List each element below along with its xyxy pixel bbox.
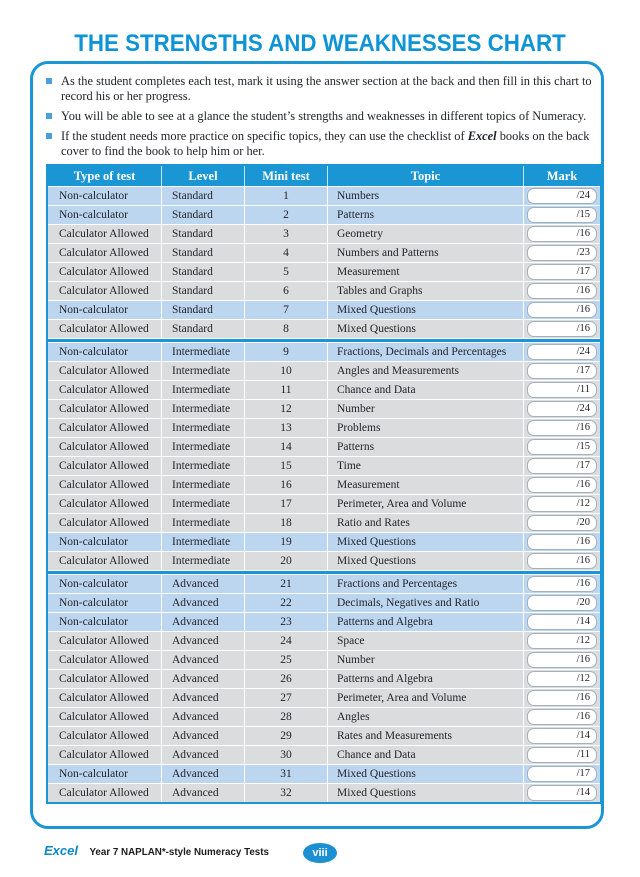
cell-topic: Space bbox=[328, 632, 524, 650]
cell-level: Advanced bbox=[162, 613, 245, 631]
mark-input-box[interactable]: /16 bbox=[527, 477, 597, 493]
mark-input-box[interactable]: /11 bbox=[527, 747, 597, 763]
cell-mark bbox=[524, 613, 600, 631]
cell-level: Advanced bbox=[162, 746, 245, 764]
cell-level: Advanced bbox=[162, 632, 245, 650]
cell-type-of-test: Calculator Allowed bbox=[48, 746, 162, 764]
cell-level: Advanced bbox=[162, 727, 245, 745]
cell-type-of-test: Calculator Allowed bbox=[48, 632, 162, 650]
cell-mark bbox=[524, 575, 600, 593]
cell-type-of-test: Calculator Allowed bbox=[48, 438, 162, 456]
cell-type-of-test: Calculator Allowed bbox=[48, 381, 162, 399]
cell-topic: Patterns and Algebra bbox=[328, 613, 524, 631]
bullet-text: If the student needs more practice on specific topics, they can use the checklist of Excel books on the back cover to find the book to help him or her. bbox=[61, 129, 590, 158]
cell-mark bbox=[524, 514, 600, 532]
cell-level: Intermediate bbox=[162, 552, 245, 570]
instruction-bullet bbox=[46, 109, 592, 124]
cell-level: Advanced bbox=[162, 708, 245, 726]
cell-mark bbox=[524, 689, 600, 707]
cell-mini-test: 7 bbox=[245, 301, 328, 319]
cell-topic: Chance and Data bbox=[328, 746, 524, 764]
cell-mini-test: 3 bbox=[245, 225, 328, 243]
cell-mark bbox=[524, 381, 600, 399]
cell-mark bbox=[524, 343, 600, 361]
cell-type-of-test: Calculator Allowed bbox=[48, 514, 162, 532]
table-row bbox=[48, 574, 600, 593]
cell-level: Intermediate bbox=[162, 419, 245, 437]
cell-type-of-test: Calculator Allowed bbox=[48, 727, 162, 745]
cell-mini-test: 19 bbox=[245, 533, 328, 551]
cell-type-of-test: Non-calculator bbox=[48, 533, 162, 551]
cell-mini-test: 28 bbox=[245, 708, 328, 726]
table-header-row bbox=[48, 166, 600, 186]
cell-mark bbox=[524, 225, 600, 243]
cell-mini-test: 16 bbox=[245, 476, 328, 494]
bullet-list bbox=[46, 74, 592, 159]
mark-input-box[interactable]: /16 bbox=[527, 576, 597, 592]
cell-mark bbox=[524, 400, 600, 418]
cell-topic: Number bbox=[328, 400, 524, 418]
cell-mark bbox=[524, 476, 600, 494]
mark-input-box[interactable]: /24 bbox=[527, 344, 597, 360]
cell-mini-test: 18 bbox=[245, 514, 328, 532]
cell-mini-test: 14 bbox=[245, 438, 328, 456]
table-row bbox=[48, 593, 600, 612]
cell-mini-test: 24 bbox=[245, 632, 328, 650]
cell-type-of-test: Non-calculator bbox=[48, 206, 162, 224]
cell-level: Intermediate bbox=[162, 438, 245, 456]
cell-topic: Perimeter, Area and Volume bbox=[328, 689, 524, 707]
column-header-mini-test: Mini test bbox=[245, 166, 328, 186]
table-row bbox=[48, 650, 600, 669]
cell-topic: Perimeter, Area and Volume bbox=[328, 495, 524, 513]
table-row bbox=[48, 437, 600, 456]
mark-input-box[interactable]: /15 bbox=[527, 439, 597, 455]
mark-input-box[interactable]: /16 bbox=[527, 553, 597, 569]
cell-mini-test: 27 bbox=[245, 689, 328, 707]
cell-mark bbox=[524, 362, 600, 380]
cell-type-of-test: Calculator Allowed bbox=[48, 670, 162, 688]
page-number-badge: viii bbox=[303, 843, 337, 863]
mark-input-box[interactable]: /16 bbox=[527, 652, 597, 668]
cell-topic: Tables and Graphs bbox=[328, 282, 524, 300]
instruction-bullet bbox=[46, 74, 592, 104]
table-row bbox=[48, 631, 600, 650]
cell-topic: Geometry bbox=[328, 225, 524, 243]
cell-mark bbox=[524, 263, 600, 281]
cell-type-of-test: Non-calculator bbox=[48, 187, 162, 205]
mark-input-box[interactable]: /16 bbox=[527, 690, 597, 706]
mark-input-box[interactable]: /20 bbox=[527, 515, 597, 531]
cell-type-of-test: Calculator Allowed bbox=[48, 419, 162, 437]
cell-topic: Mixed Questions bbox=[328, 784, 524, 802]
cell-mini-test: 2 bbox=[245, 206, 328, 224]
cell-type-of-test: Calculator Allowed bbox=[48, 457, 162, 475]
mark-input-box[interactable]: /15 bbox=[527, 207, 597, 223]
cell-mini-test: 25 bbox=[245, 651, 328, 669]
table-row bbox=[48, 399, 600, 418]
cell-mark bbox=[524, 765, 600, 783]
mark-input-box[interactable]: /16 bbox=[527, 321, 597, 337]
cell-type-of-test: Calculator Allowed bbox=[48, 225, 162, 243]
mark-input-box[interactable]: /12 bbox=[527, 496, 597, 512]
cell-type-of-test: Non-calculator bbox=[48, 765, 162, 783]
cell-topic: Numbers bbox=[328, 187, 524, 205]
cell-level: Advanced bbox=[162, 594, 245, 612]
mark-input-box[interactable]: /16 bbox=[527, 226, 597, 242]
table-row bbox=[48, 532, 600, 551]
cell-mark bbox=[524, 784, 600, 802]
bullet-square-icon bbox=[46, 113, 52, 119]
cell-mark bbox=[524, 206, 600, 224]
mark-input-box[interactable]: /16 bbox=[527, 302, 597, 318]
content-panel bbox=[30, 61, 604, 829]
cell-type-of-test: Non-calculator bbox=[48, 343, 162, 361]
table-row bbox=[48, 380, 600, 399]
cell-level: Advanced bbox=[162, 689, 245, 707]
mark-input-box[interactable]: /17 bbox=[527, 363, 597, 379]
table-body bbox=[48, 186, 600, 802]
mark-input-box[interactable]: /17 bbox=[527, 766, 597, 782]
cell-mark bbox=[524, 746, 600, 764]
cell-topic: Mixed Questions bbox=[328, 301, 524, 319]
cell-mini-test: 4 bbox=[245, 244, 328, 262]
cell-mini-test: 32 bbox=[245, 784, 328, 802]
cell-topic: Ratio and Rates bbox=[328, 514, 524, 532]
cell-mini-test: 13 bbox=[245, 419, 328, 437]
cell-mini-test: 5 bbox=[245, 263, 328, 281]
cell-type-of-test: Calculator Allowed bbox=[48, 320, 162, 338]
cell-type-of-test: Calculator Allowed bbox=[48, 784, 162, 802]
cell-type-of-test: Calculator Allowed bbox=[48, 651, 162, 669]
table-row bbox=[48, 224, 600, 243]
column-header-mark: Mark bbox=[546, 169, 578, 183]
mark-input-box[interactable]: /17 bbox=[527, 264, 597, 280]
mark-input-box[interactable]: /24 bbox=[527, 188, 597, 204]
table-row bbox=[48, 745, 600, 764]
cell-topic: Patterns and Algebra bbox=[328, 670, 524, 688]
cell-level: Standard bbox=[162, 263, 245, 281]
cell-mini-test: 10 bbox=[245, 362, 328, 380]
cell-topic: Fractions and Percentages bbox=[328, 575, 524, 593]
cell-type-of-test: Calculator Allowed bbox=[48, 282, 162, 300]
table-row bbox=[48, 418, 600, 437]
cell-topic: Rates and Measurements bbox=[328, 727, 524, 745]
cell-level: Intermediate bbox=[162, 343, 245, 361]
column-header-type-of-test: Type of test bbox=[48, 166, 162, 186]
cell-level: Intermediate bbox=[162, 533, 245, 551]
cell-mini-test: 12 bbox=[245, 400, 328, 418]
page-title: THE STRENGTHS AND WEAKNESSES CHART bbox=[74, 30, 566, 57]
cell-level: Advanced bbox=[162, 651, 245, 669]
cell-topic: Mixed Questions bbox=[328, 533, 524, 551]
cell-level: Intermediate bbox=[162, 476, 245, 494]
cell-mark bbox=[524, 301, 600, 319]
mark-input-box[interactable]: /16 bbox=[527, 420, 597, 436]
mark-input-box[interactable]: /16 bbox=[527, 534, 597, 550]
mark-input-box[interactable]: /12 bbox=[527, 671, 597, 687]
bullet-square-icon bbox=[46, 78, 52, 84]
cell-topic: Patterns bbox=[328, 438, 524, 456]
bullet-text: As the student completes each test, mark it using the answer section at the back and then fill in this chart to record his or her progress. bbox=[61, 74, 592, 103]
cell-topic: Time bbox=[328, 457, 524, 475]
cell-topic: Angles and Measurements bbox=[328, 362, 524, 380]
column-header-level: Level bbox=[162, 166, 245, 186]
cell-type-of-test: Calculator Allowed bbox=[48, 689, 162, 707]
cell-type-of-test: Calculator Allowed bbox=[48, 362, 162, 380]
strengths-weaknesses-table bbox=[46, 164, 602, 804]
cell-level: Intermediate bbox=[162, 495, 245, 513]
cell-level: Advanced bbox=[162, 784, 245, 802]
cell-topic: Angles bbox=[328, 708, 524, 726]
cell-mini-test: 17 bbox=[245, 495, 328, 513]
cell-type-of-test: Non-calculator bbox=[48, 594, 162, 612]
cell-type-of-test: Calculator Allowed bbox=[48, 263, 162, 281]
cell-mini-test: 21 bbox=[245, 575, 328, 593]
cell-mini-test: 15 bbox=[245, 457, 328, 475]
cell-level: Standard bbox=[162, 187, 245, 205]
table-row bbox=[48, 494, 600, 513]
cell-topic: Fractions, Decimals and Percentages bbox=[328, 343, 524, 361]
cell-level: Intermediate bbox=[162, 514, 245, 532]
cell-mini-test: 9 bbox=[245, 343, 328, 361]
cell-mark bbox=[524, 457, 600, 475]
bullet-text: You will be able to see at a glance the student’s strengths and weaknesses in different topics of Numeracy. bbox=[61, 109, 587, 123]
table-row bbox=[48, 707, 600, 726]
cell-mark bbox=[524, 552, 600, 570]
cell-mark bbox=[524, 594, 600, 612]
cell-type-of-test: Calculator Allowed bbox=[48, 552, 162, 570]
cell-mark bbox=[524, 708, 600, 726]
cell-mini-test: 26 bbox=[245, 670, 328, 688]
table-row bbox=[48, 205, 600, 224]
cell-mark bbox=[524, 495, 600, 513]
cell-mini-test: 30 bbox=[245, 746, 328, 764]
table-row bbox=[48, 300, 600, 319]
cell-mark bbox=[524, 670, 600, 688]
table-row bbox=[48, 513, 600, 532]
mark-input-box[interactable]: /14 bbox=[527, 614, 597, 630]
cell-mark bbox=[524, 438, 600, 456]
cell-mini-test: 23 bbox=[245, 613, 328, 631]
cell-type-of-test: Calculator Allowed bbox=[48, 400, 162, 418]
cell-level: Standard bbox=[162, 206, 245, 224]
cell-mini-test: 11 bbox=[245, 381, 328, 399]
mark-input-box[interactable]: /16 bbox=[527, 283, 597, 299]
table-row bbox=[48, 319, 600, 338]
table-row bbox=[48, 361, 600, 380]
table-row bbox=[48, 551, 600, 570]
cell-level: Advanced bbox=[162, 575, 245, 593]
cell-topic: Chance and Data bbox=[328, 381, 524, 399]
cell-type-of-test: Non-calculator bbox=[48, 575, 162, 593]
mark-input-box[interactable]: /24 bbox=[527, 401, 597, 417]
cell-topic: Numbers and Patterns bbox=[328, 244, 524, 262]
cell-mark bbox=[524, 727, 600, 745]
table-row bbox=[48, 456, 600, 475]
mark-input-box[interactable]: /17 bbox=[527, 458, 597, 474]
column-header-topic: Topic bbox=[328, 166, 524, 186]
cell-mini-test: 22 bbox=[245, 594, 328, 612]
cell-level: Intermediate bbox=[162, 362, 245, 380]
cell-level: Intermediate bbox=[162, 400, 245, 418]
cell-mark bbox=[524, 187, 600, 205]
table-row bbox=[48, 262, 600, 281]
cell-mark bbox=[524, 533, 600, 551]
cell-mini-test: 8 bbox=[245, 320, 328, 338]
mark-input-box[interactable]: /16 bbox=[527, 709, 597, 725]
cell-level: Standard bbox=[162, 320, 245, 338]
table-row bbox=[48, 342, 600, 361]
cell-type-of-test: Calculator Allowed bbox=[48, 708, 162, 726]
cell-mini-test: 20 bbox=[245, 552, 328, 570]
table-row bbox=[48, 475, 600, 494]
cell-topic: Measurement bbox=[328, 263, 524, 281]
cell-topic: Decimals, Negatives and Ratio bbox=[328, 594, 524, 612]
table-row bbox=[48, 243, 600, 262]
cell-mini-test: 31 bbox=[245, 765, 328, 783]
table-row bbox=[48, 764, 600, 783]
footer-series-title: Year 7 NAPLAN*-style Numeracy Tests bbox=[89, 847, 269, 858]
cell-mark bbox=[524, 632, 600, 650]
cell-level: Intermediate bbox=[162, 381, 245, 399]
cell-type-of-test: Non-calculator bbox=[48, 301, 162, 319]
cell-topic: Mixed Questions bbox=[328, 552, 524, 570]
cell-mark bbox=[524, 282, 600, 300]
excel-brand-logo: Excel bbox=[44, 843, 78, 858]
table-row bbox=[48, 783, 600, 802]
cell-topic: Mixed Questions bbox=[328, 320, 524, 338]
cell-topic: Patterns bbox=[328, 206, 524, 224]
page-footer bbox=[44, 844, 269, 860]
table-row bbox=[48, 612, 600, 631]
table-row bbox=[48, 726, 600, 745]
mark-input-box[interactable]: /11 bbox=[527, 382, 597, 398]
mark-input-box[interactable]: /23 bbox=[527, 245, 597, 261]
cell-mini-test: 1 bbox=[245, 187, 328, 205]
instruction-bullet bbox=[46, 129, 592, 159]
table-row bbox=[48, 669, 600, 688]
cell-level: Advanced bbox=[162, 670, 245, 688]
cell-topic: Measurement bbox=[328, 476, 524, 494]
bullet-square-icon bbox=[46, 133, 52, 139]
cell-mini-test: 29 bbox=[245, 727, 328, 745]
table-row bbox=[48, 688, 600, 707]
cell-mark bbox=[524, 419, 600, 437]
cell-type-of-test: Calculator Allowed bbox=[48, 476, 162, 494]
cell-level: Standard bbox=[162, 225, 245, 243]
cell-level: Advanced bbox=[162, 765, 245, 783]
cell-level: Intermediate bbox=[162, 457, 245, 475]
cell-mark bbox=[524, 244, 600, 262]
cell-topic: Number bbox=[328, 651, 524, 669]
cell-mark bbox=[524, 651, 600, 669]
table-row bbox=[48, 186, 600, 205]
cell-level: Standard bbox=[162, 244, 245, 262]
mark-input-box[interactable]: /20 bbox=[527, 595, 597, 611]
mark-input-box[interactable]: /14 bbox=[527, 785, 597, 801]
cell-type-of-test: Calculator Allowed bbox=[48, 495, 162, 513]
mark-input-box[interactable]: /14 bbox=[527, 728, 597, 744]
mark-input-box[interactable]: /12 bbox=[527, 633, 597, 649]
cell-mini-test: 6 bbox=[245, 282, 328, 300]
cell-topic: Mixed Questions bbox=[328, 765, 524, 783]
cell-mark bbox=[524, 320, 600, 338]
cell-type-of-test: Non-calculator bbox=[48, 613, 162, 631]
cell-level: Standard bbox=[162, 282, 245, 300]
table-row bbox=[48, 281, 600, 300]
cell-topic: Problems bbox=[328, 419, 524, 437]
cell-level: Standard bbox=[162, 301, 245, 319]
cell-type-of-test: Calculator Allowed bbox=[48, 244, 162, 262]
